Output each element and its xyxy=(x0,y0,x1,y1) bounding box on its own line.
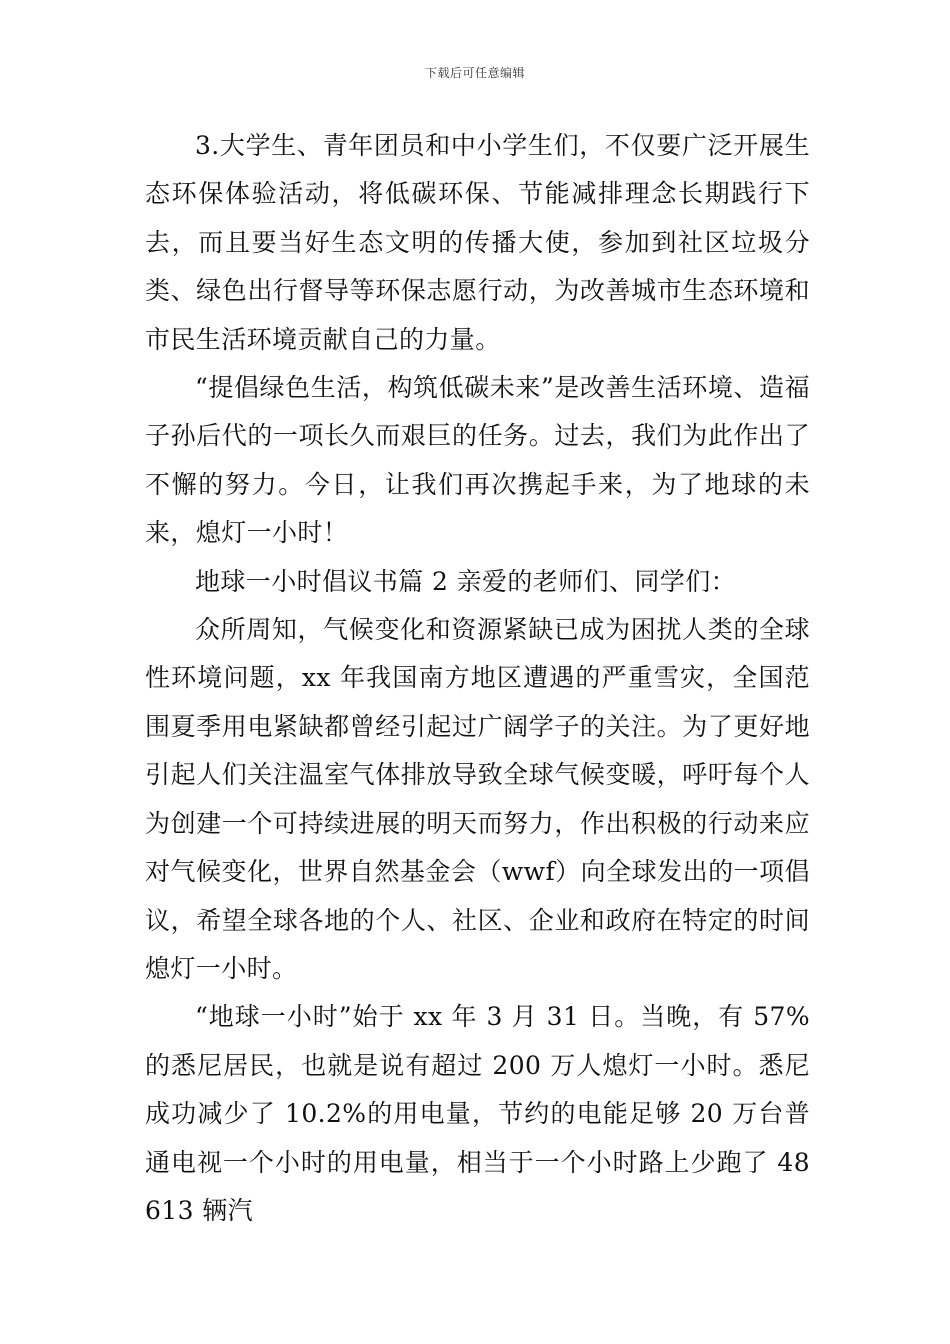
page-header-note: 下载后可任意编辑 xyxy=(424,66,525,80)
paragraph-green-life: “提倡绿色生活，构筑低碳未来”是改善生活环境、造福子孙后代的一项长久而艰巨的任务。过去，我们为此作出了不懈的努力。今日，让我们再次携起手来，为了地球的未来，熄灯一小时！ xyxy=(145,373,810,548)
document-body xyxy=(145,122,810,1235)
paragraph-section-heading: 地球一小时倡议书篇 2 亲爱的老师们、同学们： xyxy=(195,566,737,596)
paragraph-earth-hour-origin: “地球一小时”始于 xx 年 3 月 31 日。当晚，有 57%的悉尼居民，也就是说有超过 200 万人熄灯一小时。悉尼成功减少了 10.2%的用电量，节约的电能足够 20 万台普通电视一个小时的用电量，相当于一个小时路上少跑了 48613 辆汽 xyxy=(145,1002,810,1225)
paragraph-student-actions: 3.大学生、青年团员和中小学生们，不仅要广泛开展生态环保体验活动，将低碳环保、节能减排理念长期践行下去，而且要当好生态文明的传播大使，参加到社区垃圾分类、绿色出行督导等环保志愿行动，为改善城市生态环境和市民生活环境贡献自己的力量。 xyxy=(145,131,810,354)
paragraph-climate-change: 众所周知，气候变化和资源紧缺已成为困扰人类的全球性环境问题，xx 年我国南方地区遭遇的严重雪灾，全国范围夏季用电紧缺都曾经引起过广阔学子的关注。为了更好地引起人们关注温室气体排放导致全球气候变暖，呼吁每个人为创建一个可持续进展的明天而努力，作出积极的行动来应对气候变化，世界自然基金会（wwf）向全球发出的一项倡议，希望全球各地的个人、社区、企业和政府在特定的时间熄灯一小时。 xyxy=(145,615,810,983)
